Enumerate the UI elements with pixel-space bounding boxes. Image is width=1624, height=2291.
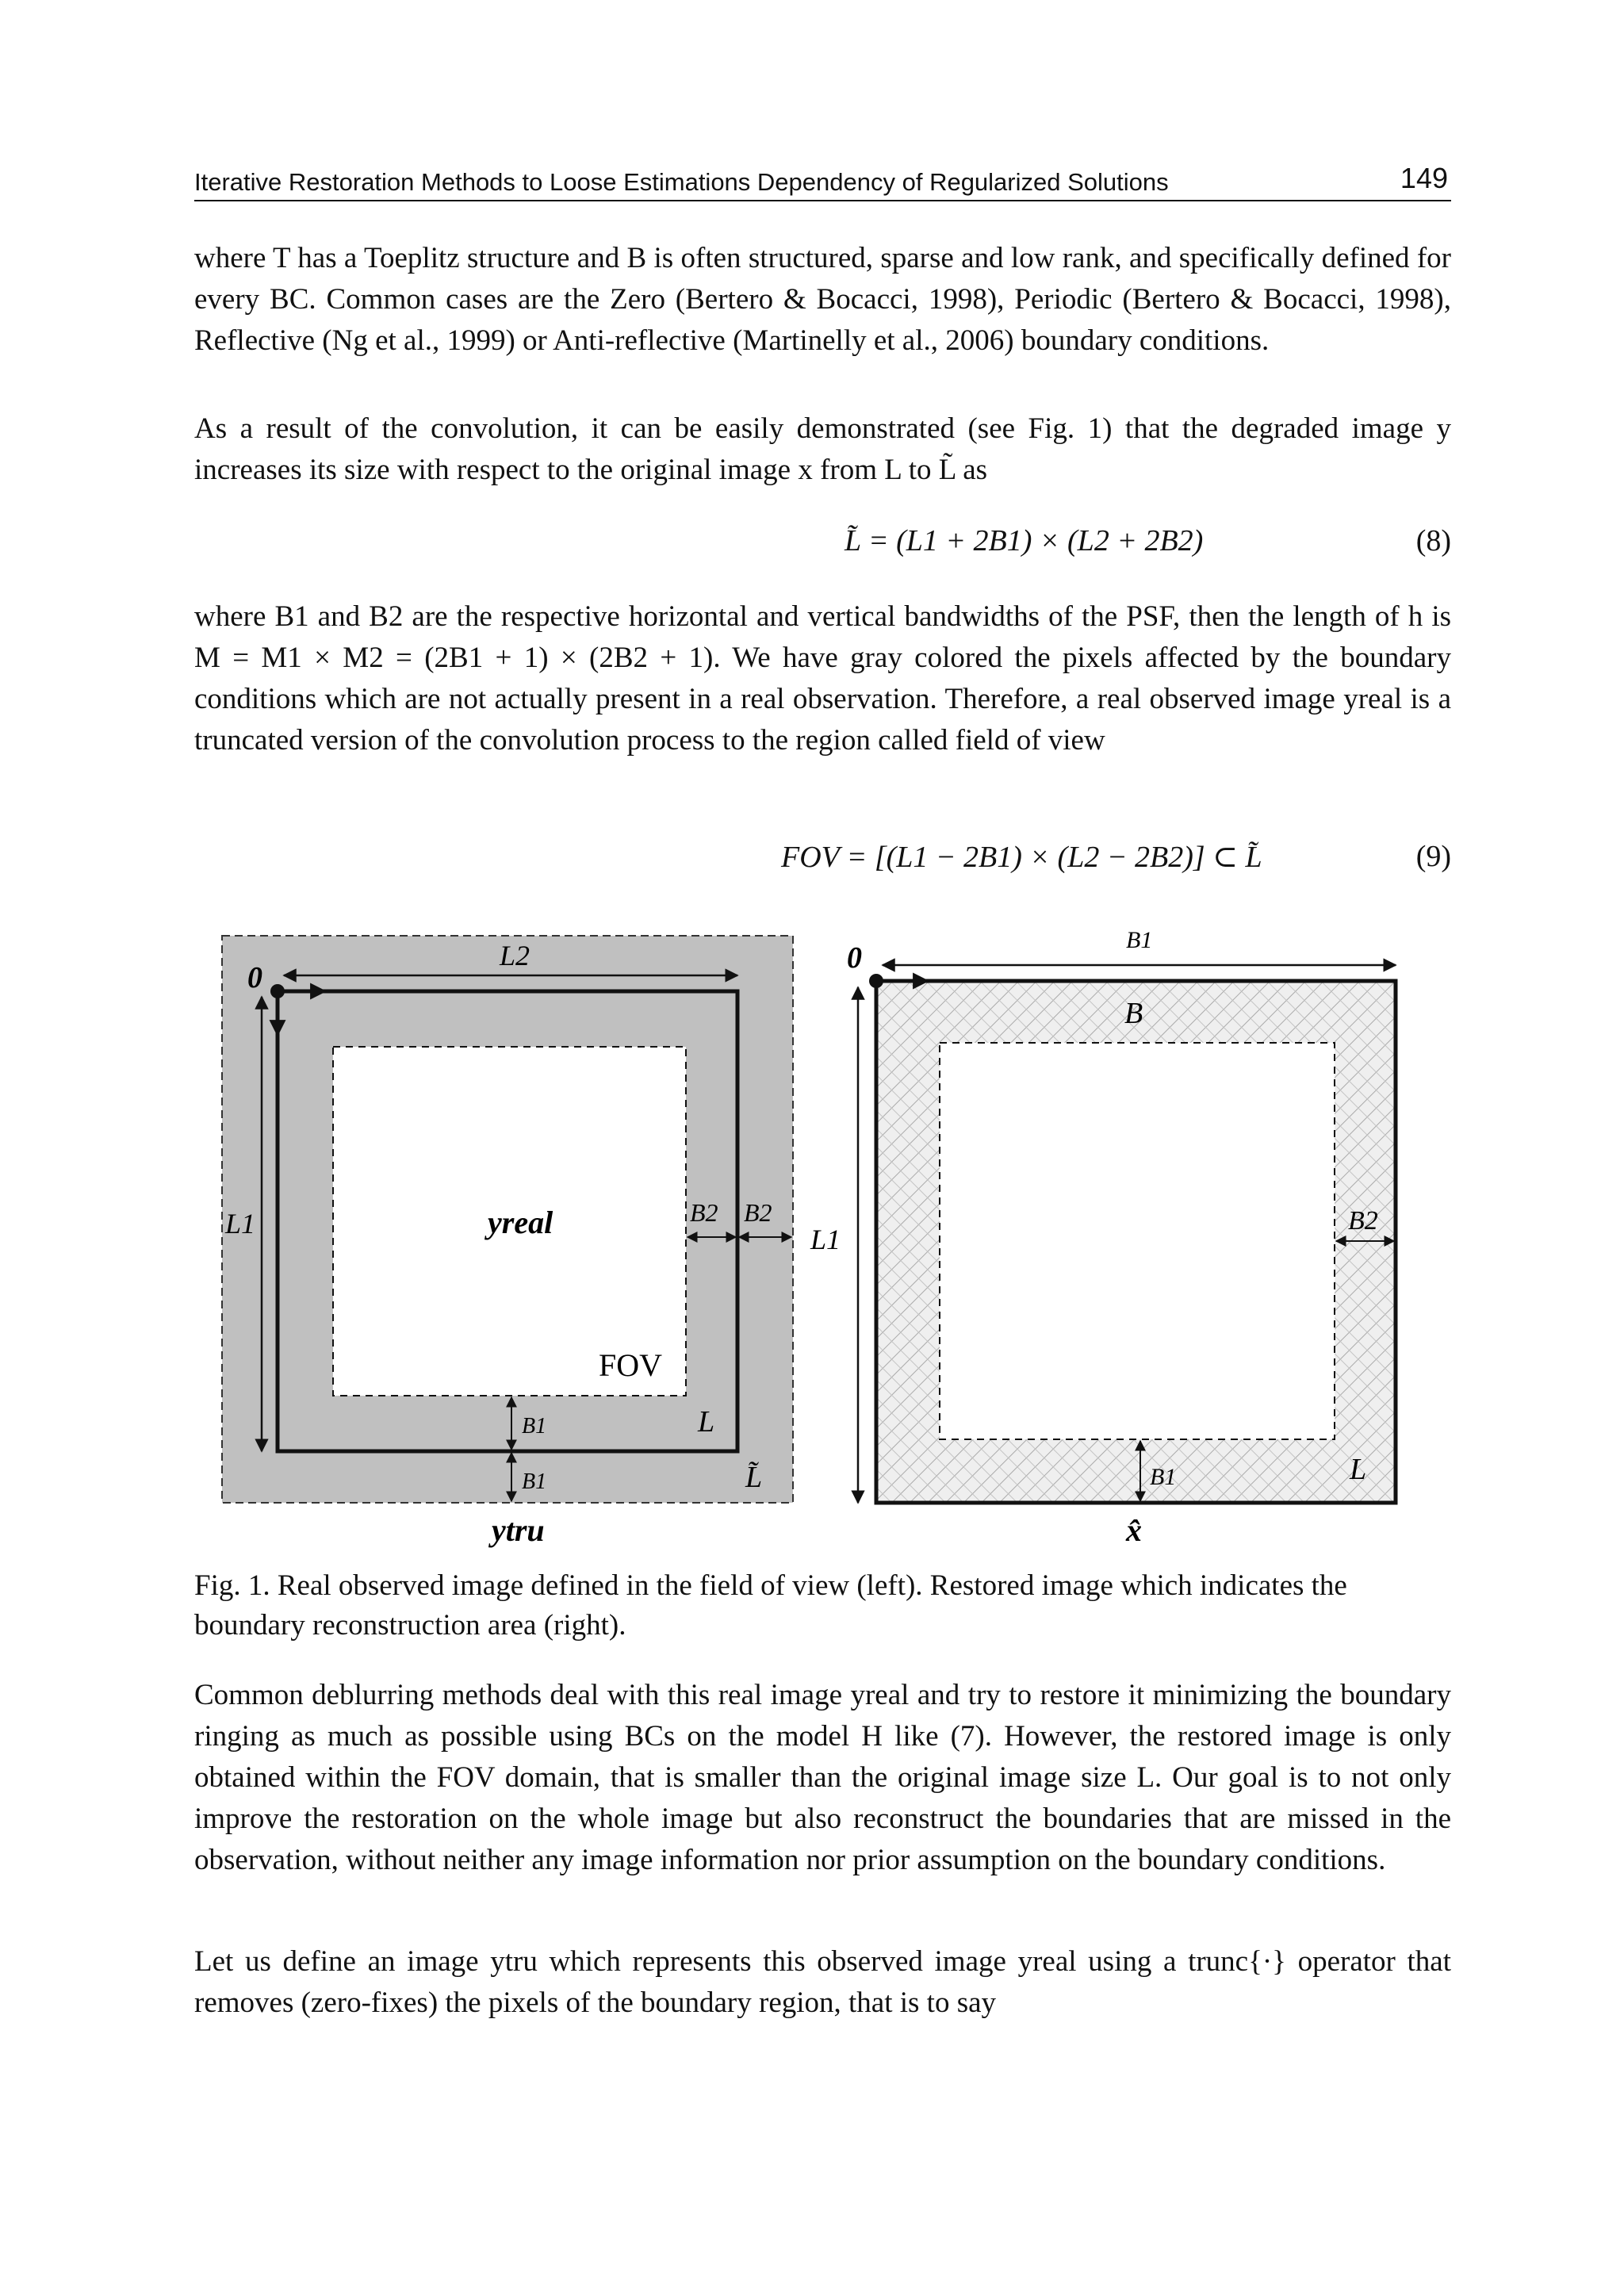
b2-inner-label: B2 xyxy=(690,1198,718,1227)
paragraph-2: As a result of the convolution, it can be easily demonstrated (see Fig. 1) that the degraded image y increases its size with respect to the original image x from L to L̃ as xyxy=(194,412,1451,486)
yreal-label: yreal xyxy=(488,1205,553,1240)
left-origin-label: 0 xyxy=(247,961,262,994)
right-b1-label: B1 xyxy=(1150,1464,1177,1490)
running-title: Iterative Restoration Methods to Loose Estimations Dependency of Regularized Solutions xyxy=(194,168,1169,196)
left-l1-label: L1 xyxy=(225,1208,256,1239)
paragraph-1: where T has a Toeplitz structure and B is often structured, sparse and low rank, and specifically defined for every BC. Common cases are the Zero (Bertero & Bocacci, 1998), Periodic (Bertero & Bocacci, 1998), Reflective (Ng et al., 1999) or Anti-reflective (Martinelly et al., 2006) boundary conditions. xyxy=(194,242,1451,357)
ltilde-label: L̃ xyxy=(745,1461,763,1494)
figure-1 xyxy=(214,924,1411,1558)
paragraph-5: Let us define an image ytru which represents this observed image yreal using a trunc{·} operator that removes (zero-fixes) the pixels of the boundary region, that is to say xyxy=(194,1945,1451,2019)
l2-label: L2 xyxy=(500,940,530,971)
xhat-label: x̂ xyxy=(1126,1512,1142,1548)
equation-9 xyxy=(194,839,1451,887)
equation-9-body: FOV = [(L1 − 2B1) × (L2 − 2B2)] ⊂ L̃ xyxy=(781,841,1262,874)
equation-9-number: (9) xyxy=(1415,840,1451,873)
b1-inner-label: B1 xyxy=(522,1414,547,1439)
paragraph-4: Common deblurring methods deal with this real image yreal and try to restore it minimizing the boundary ringing as much as possible using BCs on the model H like (7). However, the restored image is only obtained within the FOV domain, that is smaller than the original image size L. Our goal is to not only improve the restoration on the whole image but also reconstruct the boundaries that are missed in the observation, without neither any image information nor prior assumption on the boundary conditions. xyxy=(194,1679,1451,1876)
fov-label: FOV xyxy=(599,1347,663,1383)
right-panel xyxy=(810,927,1396,1548)
b1-outer-label: B1 xyxy=(522,1469,547,1494)
b2-outer-label: B2 xyxy=(744,1198,772,1227)
b-label: B xyxy=(1124,997,1143,1030)
equation-8 xyxy=(194,523,1451,571)
equation-8-number: (8) xyxy=(1415,524,1451,557)
right-l1-label: L1 xyxy=(810,1224,841,1255)
right-l-label: L xyxy=(1350,1453,1367,1486)
paragraph-3: where B1 and B2 are the respective horizontal and vertical bandwidths of the PSF, then the length of h is M = M1 × M2 = (2B1 + 1) × (2B2 + 1). We have gray colored the pixels affected by the boundary conditions which are not actually present in a real observation. Therefore, a real observed image yreal is a truncated version of the convolution process to the region called field of view xyxy=(194,600,1451,757)
ytru-label: ytru xyxy=(492,1512,545,1548)
figure-caption: Fig. 1. Real observed image defined in the field of view (left). Restored image which indicates the boundary reconstruction area (right). xyxy=(194,1569,1347,1642)
running-header xyxy=(194,159,1451,201)
inner-region xyxy=(940,1043,1335,1439)
page-number: 149 xyxy=(1400,162,1448,194)
right-origin-label: 0 xyxy=(847,941,862,975)
equation-8-body: L̃ = (L1 + 2B1) × (L2 + 2B2) xyxy=(845,524,1204,557)
b1-top-label: B1 xyxy=(1126,927,1153,953)
left-panel xyxy=(222,936,793,1548)
right-b2-label: B2 xyxy=(1348,1206,1378,1236)
left-l-label: L xyxy=(698,1405,715,1439)
